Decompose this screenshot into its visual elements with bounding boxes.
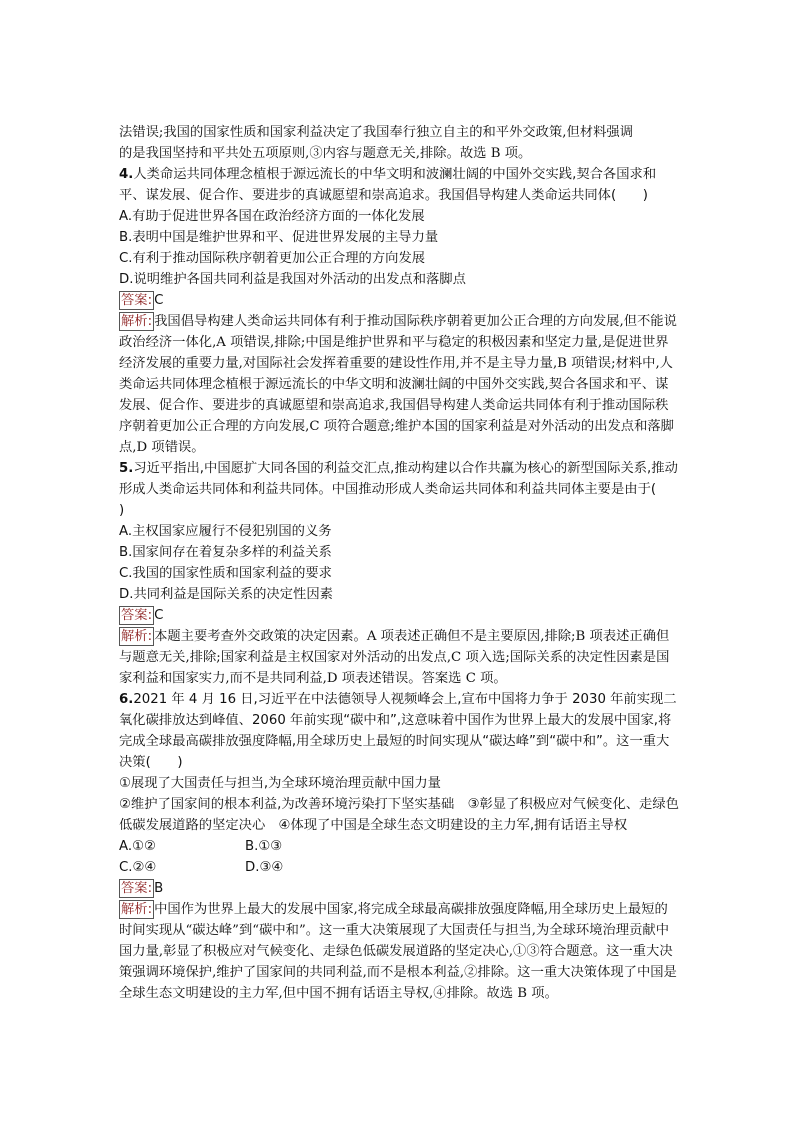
question-6-answer — [119, 878, 679, 899]
question-5-text: 习近平指出,中国愿扩大同各国的利益交汇点,推动构建以合作共赢为核心的新型国际关系,推动形成人类命运共同体和利益共同体。中国推动形成人类命运共同体和利益共同体主要是由于( ) — [119, 461, 683, 518]
question-5-option-b: B.国家间存在着复杂多样的利益关系 — [119, 545, 332, 560]
question-4-stem — [119, 164, 679, 206]
question-5-option-d: D.共同利益是国际关系的决定性因素 — [119, 587, 333, 602]
question-5-analysis-text: 本题主要考查外交政策的决定因素。A 项表述正确但不是主要原因,排除;B 项表述正确但与题意无关,排除;国家利益是主权国家对外活动的出发点,C 项入选;国际关系的决定性因素是国家利益和国家实力,而不是共同利益,D 项表述错误。答案选 C 项。 — [119, 629, 670, 686]
question-5-answer-value: C — [154, 608, 164, 623]
question-6-option-b: B.①③ — [245, 839, 283, 854]
question-6-number: 6. — [119, 692, 134, 707]
question-4-analysis-text: 我国倡导构建人类命运共同体有利于推动国际秩序朝着更加公正合理的方向发展,但不能说政治经济一体化,A 项错误,排除;中国是维护世界和平与稳定的积极因素和坚定力量,是促进世界经济发展的重要力量,对国际社会发挥着重要的建设性作用,并不是主导力量,B 项错误;材料中,人类命运共同体理念植根于源远流长的中华文明和波澜壮阔的中国外交实践,契合各国求和平、谋发展、促合作、要进步的真诚愿望和崇高追求,我国倡导构建人类命运共同体有利于推动国际秩序朝着更加公正合理的方向发展,C 项符合题意;维护本国的国家利益是对外活动的出发点和落脚点,D 项错误。 — [119, 314, 677, 455]
question-5-option-c: C.我国的国家性质和国家利益的要求 — [119, 566, 332, 581]
question-4-analysis — [119, 311, 679, 458]
question-6-analysis — [119, 899, 679, 1004]
document-page — [119, 122, 683, 1004]
question-6-option-c: C.②④ — [119, 860, 157, 875]
question-5-number: 5. — [119, 461, 134, 476]
answer-label: 答案: — [121, 608, 153, 623]
question-6-item-2-4: ②维护了国家间的根本利益,为改善环境污染打下坚实基础 ③彰显了积极应对气候变化、走绿色低碳发展道路的坚定决心 ④体现了中国是全球生态文明建设的主力军,拥有话语主导权 — [119, 797, 679, 833]
question-6-stem — [119, 689, 679, 773]
question-6-analysis-text: 中国作为世界上最大的发展中国家,将完成全球最高碳排放强度降幅,用全球历史上最短的时间实现从“碳达峰”到“碳中和”。这一重大决策展现了大国责任与担当,为全球环境治理贡献中国力量,彰显了积极应对气候变化、走绿色低碳发展道路的坚定决心,①③符合题意。这一重大决策强调环境保护,维护了国家间的共同利益,而不是根本利益,②排除。这一重大决策体现了中国是全球生态文明建设的主力军,但中国不拥有话语主导权,④排除。故选 B 项。 — [119, 902, 677, 1001]
analysis-label: 解析: — [121, 902, 153, 917]
question-6-answer-value: B — [154, 881, 164, 896]
question-4-answer-value: C — [154, 293, 164, 308]
question-6-option-d: D.③④ — [245, 860, 284, 875]
analysis-label: 解析: — [121, 629, 153, 644]
intro-line-1: 法错误;我国的国家性质和国家利益决定了我国奉行独立自主的和平外交政策,但材料强调 — [119, 125, 633, 140]
question-4-option-c: C.有利于推动国际秩序朝着更加公正合理的方向发展 — [119, 251, 426, 266]
intro-line-2: 的是我国坚持和平共处五项原则,③内容与题意无关,排除。故选 B 项。 — [119, 146, 532, 161]
answer-label: 答案: — [121, 293, 153, 308]
question-4-option-d: D.说明维护各国共同利益是我国对外活动的出发点和落脚点 — [119, 272, 466, 287]
question-6-item-1: ①展现了大国责任与担当,为全球环境治理贡献中国力量 — [119, 776, 441, 791]
question-4-answer — [119, 290, 679, 311]
question-4-option-a: A.有助于促进世界各国在政治经济方面的一体化发展 — [119, 209, 425, 224]
question-5-stem — [119, 458, 683, 521]
question-5-answer — [119, 605, 679, 626]
question-5-option-a: A.主权国家应履行不侵犯别国的义务 — [119, 524, 332, 539]
question-6-text: 2021 年 4 月 16 日,习近平在中法德领导人视频峰会上,宣布中国将力争于 2030 年前实现二氧化碳排放达到峰值、2060 年前实现“碳中和”,这意味着中国作为世界上最大的发展中国家,将完成全球最高碳排放强度降幅,用全球历史上最短的时间实现从“碳达峰”到“碳中和”。这一重大决策( ) — [119, 692, 677, 770]
question-4-option-b: B.表明中国是维护世界和平、促进世界发展的主导力量 — [119, 230, 439, 245]
question-6-options-row-2 — [119, 857, 679, 878]
question-4-number: 4. — [119, 167, 134, 182]
analysis-label: 解析: — [121, 314, 153, 329]
answer-label: 答案: — [121, 881, 153, 896]
question-6-options-row-1 — [119, 836, 679, 857]
question-6-option-a: A.①② — [119, 839, 156, 854]
question-5-analysis — [119, 626, 679, 689]
question-4-text: 人类命运共同体理念植根于源远流长的中华文明和波澜壮阔的中国外交实践,契合各国求和平、谋发展、促合作、要进步的真诚愿望和崇高追求。我国倡导构建人类命运共同体( ) — [119, 167, 657, 203]
